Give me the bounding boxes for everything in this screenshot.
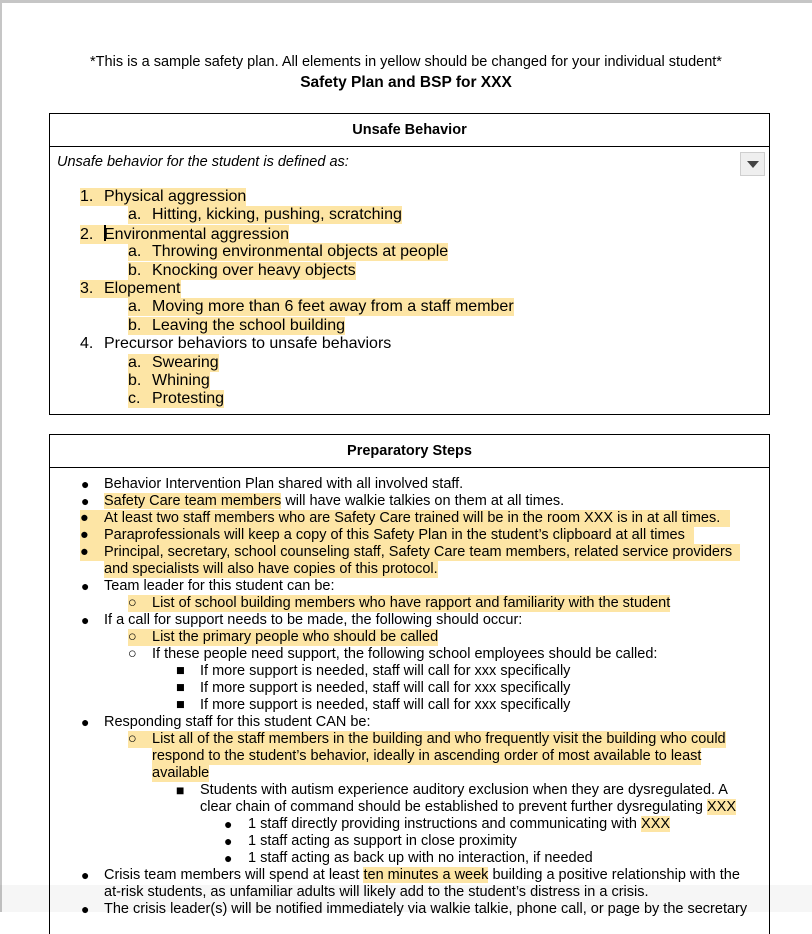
list-item: ● At least two staff members who are Safety Care trained will be in the room XXX is in at all times. bbox=[80, 510, 730, 527]
list-item: ● Principal, secretary, school counseling staff, Safety Care team members, related service providers bbox=[80, 544, 740, 561]
list-level4-item: 1 staff directly providing instructions and communicating with XXX bbox=[248, 816, 671, 832]
bullet-disc-icon: ● bbox=[81, 901, 90, 917]
list-subitem: ○ List of school building members who have rapport and familiarity with the student bbox=[128, 595, 671, 611]
bullet-disc-icon: ● bbox=[81, 612, 90, 628]
bullet-circle-icon: ○ bbox=[128, 731, 137, 747]
list-subitem: a. Swearing bbox=[128, 354, 219, 371]
list-subitem-continuation: available bbox=[152, 765, 210, 781]
list-subitem-continuation: respond to the student’s behavior, ideally in ascending order of most available to least bbox=[152, 748, 702, 764]
list-item: Responding staff for this student CAN be: bbox=[104, 714, 371, 730]
bullet-square-icon: ■ bbox=[176, 782, 185, 798]
bullet-disc-icon: ● bbox=[224, 850, 233, 866]
list-subsubitem: Students with autism experience auditory exclusion when they are dysregulated. A bbox=[200, 782, 728, 798]
list-subitem: b. Knocking over heavy objects bbox=[128, 262, 356, 279]
list-subitem: b. Leaving the school building bbox=[128, 317, 346, 334]
bullet-square-icon: ■ bbox=[176, 680, 185, 696]
list-subitem: a. Throwing environmental objects at people bbox=[128, 243, 449, 260]
bullet-disc-icon: ● bbox=[81, 867, 90, 883]
list-item: 3. Elopement bbox=[80, 280, 181, 297]
dropdown-arrow-icon[interactable] bbox=[740, 152, 765, 176]
list-subitem: ○ List all of the staff members in the building and who frequently visit the building who could bbox=[128, 731, 726, 747]
list-item: 1. Physical aggression bbox=[80, 188, 247, 205]
list-level4-item: 1 staff acting as back up with no interaction, if needed bbox=[248, 850, 593, 866]
bullet-disc-icon: ● bbox=[81, 476, 90, 492]
list-subitem: ○ If these people need support, the following school employees should be called: bbox=[128, 646, 658, 662]
list-item: Safety Care team members will have walkie talkies on them at all times. bbox=[104, 493, 565, 509]
list-item: 2. Environmental aggression bbox=[80, 226, 289, 243]
list-subitem: a. Hitting, kicking, pushing, scratching bbox=[128, 206, 402, 223]
unsafe-behavior-table bbox=[49, 113, 770, 415]
list-item-continuation: at-risk students, as unfamiliar adults will likely add to the student’s distress in a crisis. bbox=[104, 884, 649, 900]
list-subitem: ○ List the primary people who should be called bbox=[128, 629, 439, 645]
list-subsubitem: ■ If more support is needed, staff will call for xxx specifically bbox=[176, 680, 571, 696]
bullet-disc-icon: ● bbox=[81, 493, 90, 509]
list-item-continuation: and specialists will also have copies of this protocol. bbox=[104, 561, 438, 577]
list-subsubitem: ■ If more support is needed, staff will call for xxx specifically bbox=[176, 697, 571, 713]
bullet-circle-icon: ○ bbox=[128, 595, 137, 611]
bullet-disc-icon: ● bbox=[224, 816, 233, 832]
bullet-circle-icon: ○ bbox=[128, 646, 137, 662]
bullet-square-icon: ■ bbox=[176, 697, 185, 713]
list-item: The crisis leader(s) will be notified immediately via walkie talkie, phone call, or page by the secretary bbox=[104, 901, 748, 917]
list-subitem: b. Whining bbox=[128, 372, 210, 389]
bullet-square-icon: ■ bbox=[176, 663, 185, 679]
list-item: If a call for support needs to be made, the following should occur: bbox=[104, 612, 523, 628]
bullet-disc-icon: ● bbox=[81, 578, 90, 594]
preparatory-steps-table bbox=[49, 434, 770, 934]
list-subitem: c. Protesting bbox=[128, 390, 225, 407]
preparatory-steps-heading: Preparatory Steps bbox=[50, 435, 769, 468]
list-item: 4. Precursor behaviors to unsafe behaviors bbox=[80, 335, 392, 352]
list-subsubitem: ■ If more support is needed, staff will call for xxx specifically bbox=[176, 663, 571, 679]
list-item: Team leader for this student can be: bbox=[104, 578, 335, 594]
sample-note: *This is a sample safety plan. All elements in yellow should be changed for your individual student* bbox=[90, 54, 722, 70]
unsafe-behavior-heading: Unsafe Behavior bbox=[50, 114, 769, 147]
list-item: Crisis team members will spend at least ten minutes a week building a positive relationship with the bbox=[104, 867, 740, 883]
document-title: Safety Plan and BSP for XXX bbox=[300, 74, 512, 91]
list-subitem: a. Moving more than 6 feet away from a staff member bbox=[128, 298, 514, 315]
list-subsubitem-continuation: clear chain of command should be established to prevent further dysregulating XXX bbox=[200, 799, 737, 815]
bullet-disc-icon: ● bbox=[81, 714, 90, 730]
bullet-disc-icon: ● bbox=[224, 833, 233, 849]
list-level4-item: 1 staff acting as support in close proximity bbox=[248, 833, 517, 849]
bullet-circle-icon: ○ bbox=[128, 629, 137, 645]
list-item: Behavior Intervention Plan shared with all involved staff. bbox=[104, 476, 464, 492]
list-item: ● Paraprofessionals will keep a copy of this Safety Plan in the student’s clipboard at all times bbox=[80, 527, 694, 544]
unsafe-behavior-intro: Unsafe behavior for the student is defined as: bbox=[57, 154, 349, 170]
